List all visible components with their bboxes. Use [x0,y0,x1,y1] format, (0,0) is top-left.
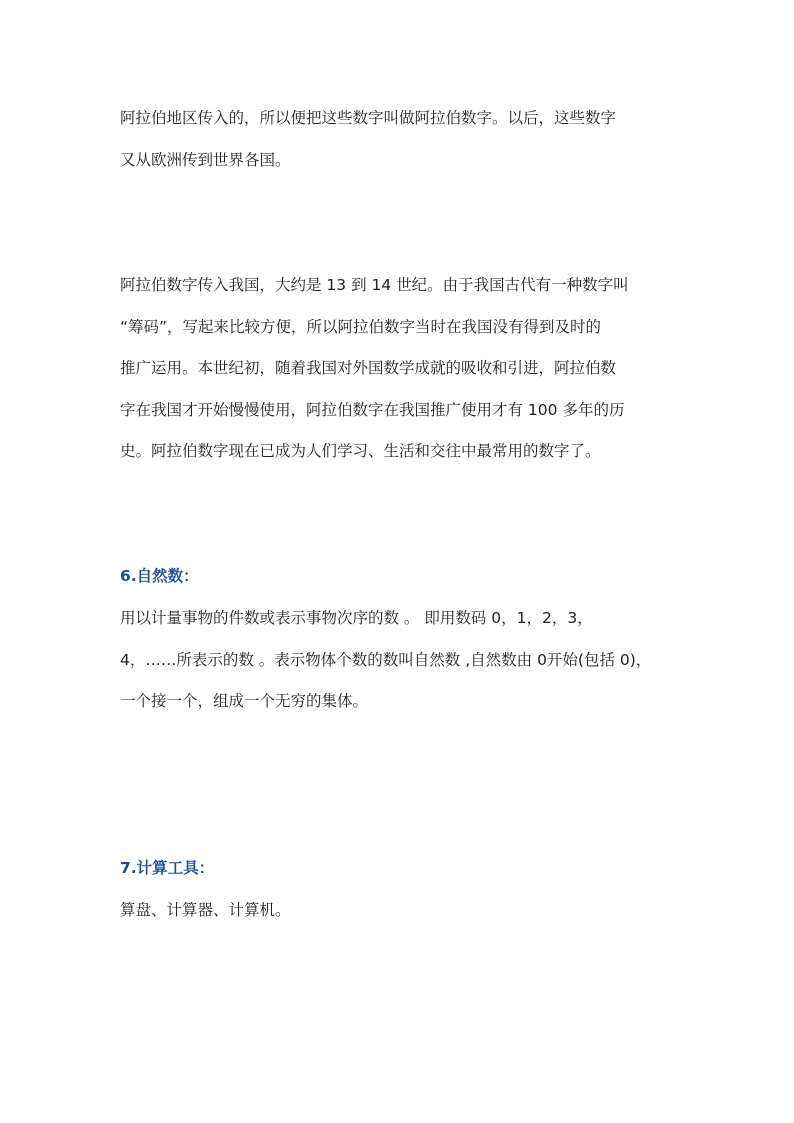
text-line: 史。阿拉伯数字现在已成为人们学习、生活和交往中最常用的数字了。 [120,442,601,460]
text-line: 字在我国才开始慢慢使用，阿拉伯数字在我国推广使用才有 100 多年的历 [120,401,625,419]
text-line: “筹码”，写起来比较方便，所以阿拉伯数字当时在我国没有得到及时的 [120,318,602,336]
text-line: 又从欧洲传到世界各国。 [120,151,291,169]
text-line: 用以计量事物的件数或表示事物次序的数 。 即用数码 0，1，2，3， [120,609,593,627]
text-line: 算盘、计算器、计算机。 [120,901,291,919]
text-line: 阿拉伯地区传入的，所以便把这些数字叫做阿拉伯数字。以后，这些数字 [120,109,617,127]
text-line: 4，……所表示的数 。表示物体个数的数叫自然数 ,自然数由 0开始(包括 0)， [120,651,652,669]
text-line: 一个接一个，组成一个无穷的集体。 [120,692,369,710]
text-line: 阿拉伯数字传入我国，大约是 13 到 14 世纪。由于我国古代有一种数字叫 [120,276,629,294]
section-heading: 7.计算工具： [120,859,215,877]
text-line: 推广运用。本世纪初，随着我国对外国数学成就的吸收和引进，阿拉伯数 [120,359,617,377]
section-heading: 6.自然数： [120,567,199,585]
